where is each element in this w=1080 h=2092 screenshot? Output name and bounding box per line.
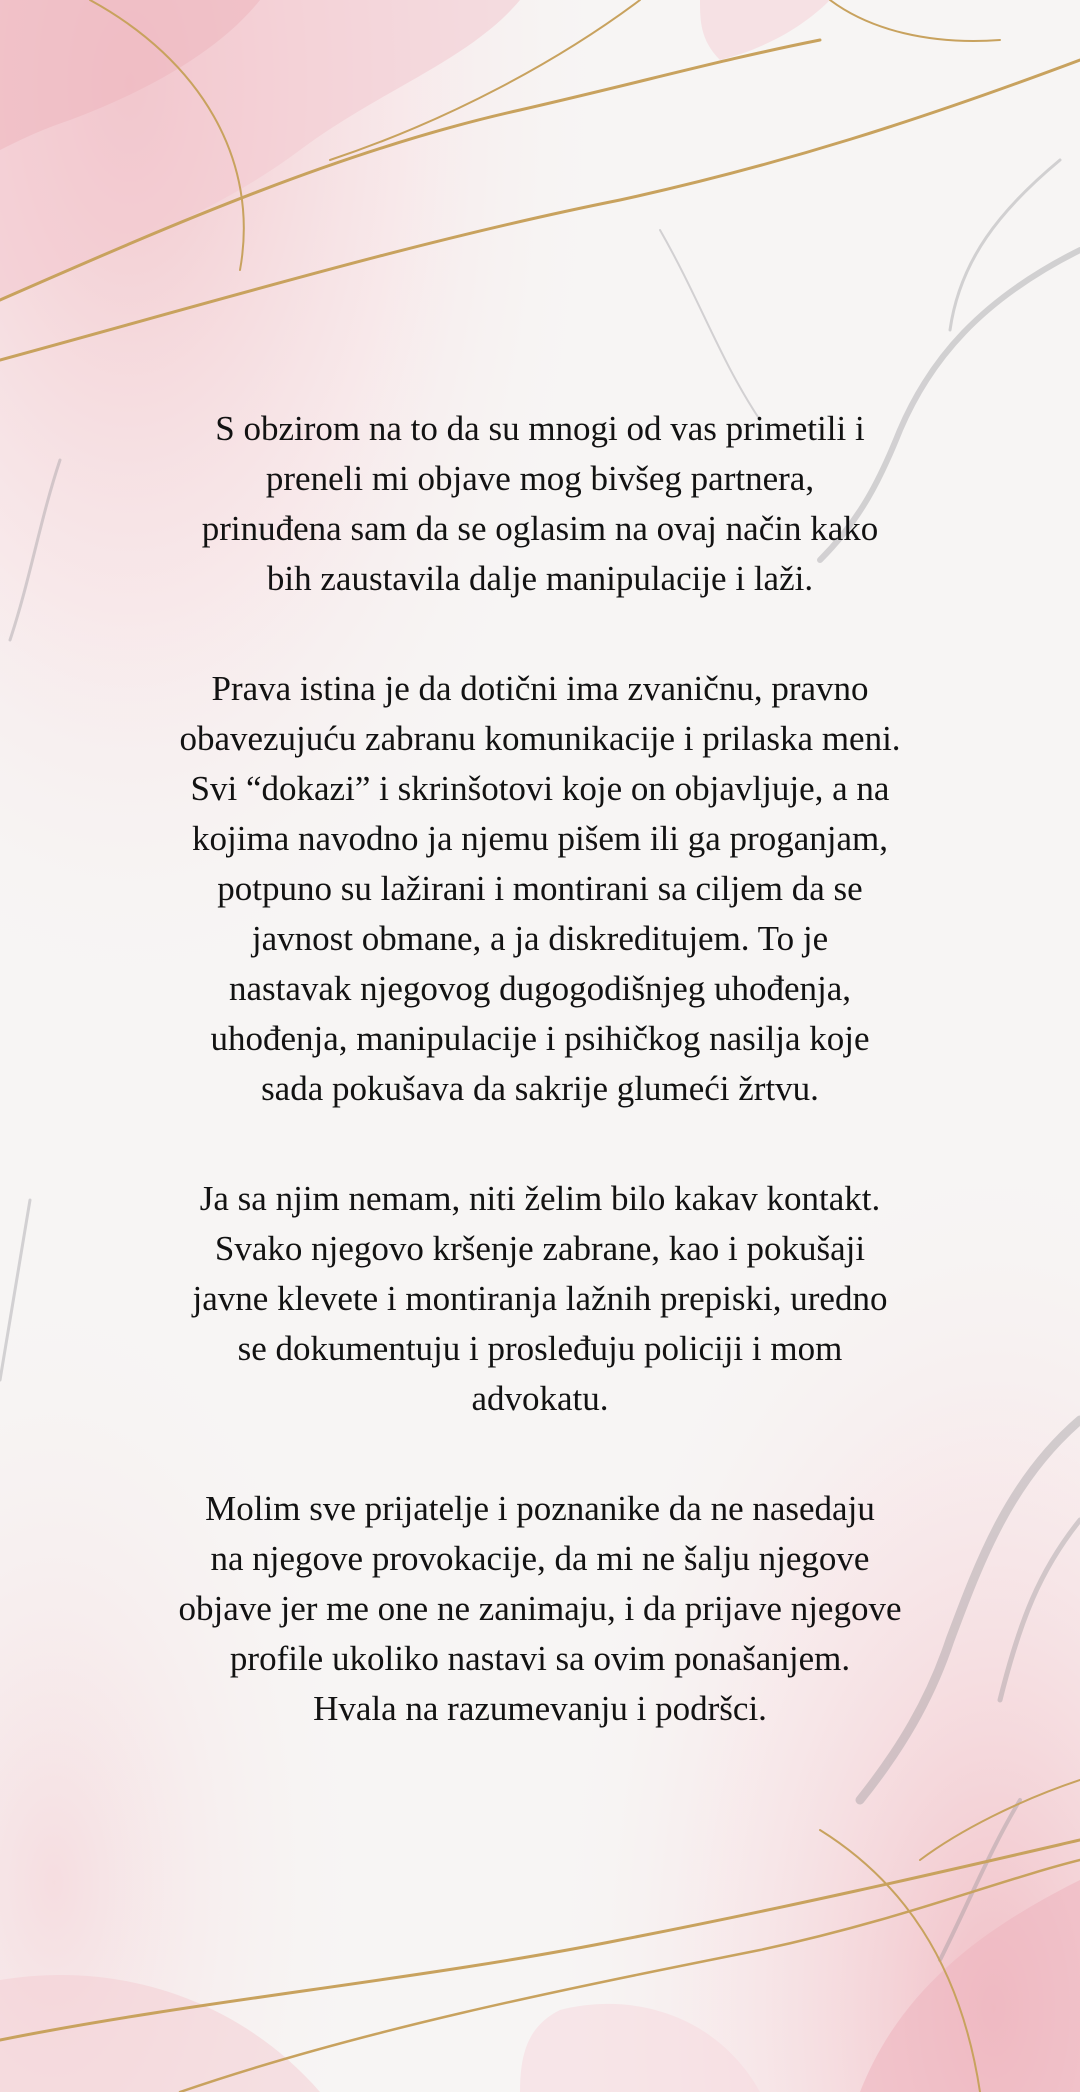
text-line: nastavak njegovog dugogodišnjeg uhođenja, xyxy=(228,969,852,1008)
text-line: Prava istina je da dotični ima zvaničnu, pravno xyxy=(211,669,869,708)
text-line: Svako njegovo kršenje zabrane, kao i pokušaji xyxy=(214,1229,866,1268)
text-line: sada pokušava da sakrije glumeći žrtvu. xyxy=(261,1069,819,1108)
paragraph-gap xyxy=(40,1424,1040,1484)
text-line: advokatu. xyxy=(471,1379,609,1418)
text-line: bih zaustavila dalje manipulacije i laži. xyxy=(266,559,814,598)
text-line: kojima navodno ja njemu pišem ili ga proganjam, xyxy=(192,819,888,858)
text-line: javne klevete i montiranja lažnih prepiski, uredno xyxy=(192,1279,888,1318)
paragraph-4 xyxy=(40,1484,1040,1734)
paragraph-gap xyxy=(40,1114,1040,1174)
text-line: Hvala na razumevanju i podršci. xyxy=(313,1689,767,1728)
text-line: javnost obmane, a ja diskreditujem. To je xyxy=(251,919,829,958)
text-line: se dokumentuju i prosleđuju policiji i mom xyxy=(237,1329,843,1368)
text-line: uhođenja, manipulacije i psihičkog nasilja koje xyxy=(210,1019,870,1058)
text-line: objave jer me one ne zanimaju, i da prijave njegove xyxy=(178,1589,902,1628)
paragraph-1 xyxy=(40,404,1040,604)
text-line: prinuđena sam da se oglasim na ovaj način kako xyxy=(201,509,879,548)
text-line: na njegove provokacije, da mi ne šalju njegove xyxy=(210,1539,870,1578)
text-line: Molim sve prijatelje i poznanike da ne nasedaju xyxy=(205,1489,875,1528)
paragraph-gap xyxy=(40,604,1040,664)
text-line: potpuno su lažirani i montirani sa ciljem da se xyxy=(217,869,863,908)
text-line: obavezujuću zabranu komunikacije i prilaska meni. xyxy=(179,719,901,758)
text-line: S obzirom na to da su mnogi od vas primetili i xyxy=(215,409,865,448)
statement-text xyxy=(40,404,1040,1734)
text-line: Svi “dokazi” i skrinšotovi koje on objavljuje, a na xyxy=(190,769,890,808)
paragraph-2 xyxy=(40,664,1040,1114)
text-line: Ja sa njim nemam, niti želim bilo kakav kontakt. xyxy=(199,1179,881,1218)
text-line: profile ukoliko nastavi sa ovim ponašanjem. xyxy=(229,1639,851,1678)
paragraph-3 xyxy=(40,1174,1040,1424)
text-line: preneli mi objave mog bivšeg partnera, xyxy=(265,459,815,498)
